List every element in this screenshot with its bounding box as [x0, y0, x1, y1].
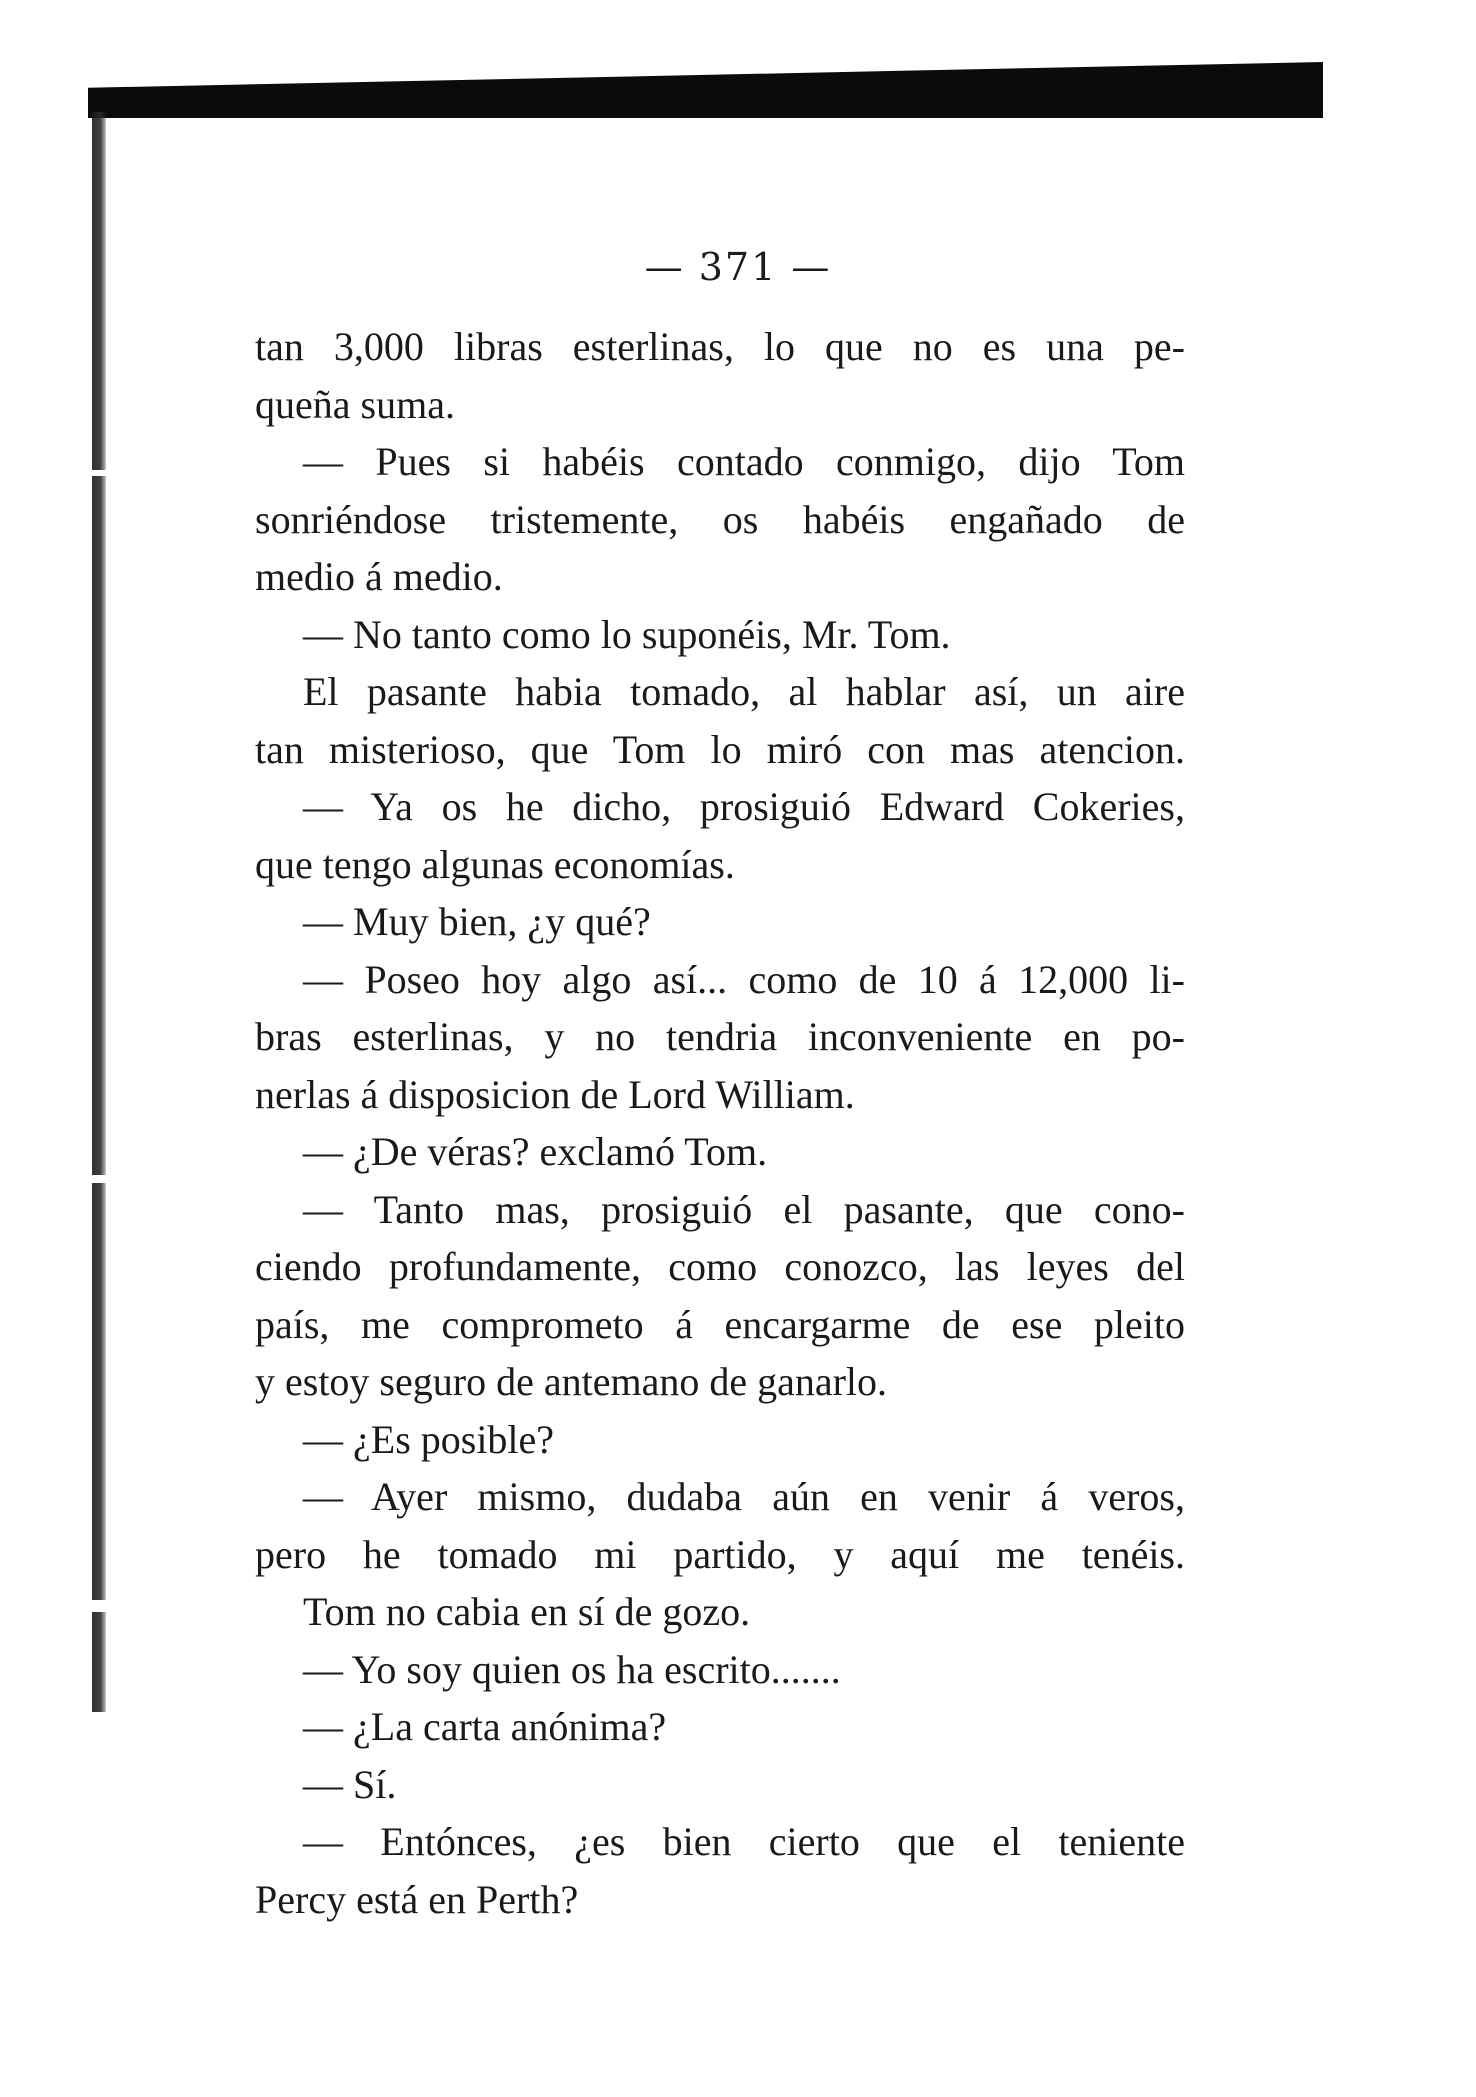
text-line: — ¿Es posible?	[303, 1416, 555, 1462]
text-line: que tengo algunas economías.	[255, 841, 735, 887]
text-line: — Entónces, ¿es bien cierto que el teniente	[303, 1819, 1185, 1864]
text-line: — ¿De véras? exclamó Tom.	[303, 1129, 768, 1174]
text-line: y estoy seguro de antemano de ganarlo.	[255, 1359, 888, 1404]
body-text	[255, 318, 1185, 1928]
text-line: — No tanto como lo suponéis, Mr. Tom.	[303, 611, 951, 657]
text-line: Tom no cabia en sí de gozo.	[303, 1589, 751, 1634]
text-line: tan 3,000 libras esterlinas, lo que no es una pe-	[255, 324, 1185, 369]
binding-edge	[92, 112, 106, 1712]
binding-edge-gap	[90, 1175, 110, 1183]
text-line: ciendo profundamente, como conozco, las leyes del	[255, 1244, 1185, 1289]
text-line: país, me comprometo á encargarme de ese pleito	[255, 1301, 1185, 1347]
text-line: tan misterioso, que Tom lo miró con mas atencion.	[255, 726, 1185, 772]
text-line: medio á medio.	[255, 554, 503, 599]
binding-edge-gap	[90, 470, 110, 476]
text-line: — Yo soy quien os ha escrito.......	[303, 1646, 841, 1692]
text-line: pero he tomado mi partido, y aquí me tenéis.	[255, 1531, 1185, 1577]
text-line: — Sí.	[303, 1761, 397, 1807]
text-line: queña suma.	[255, 381, 455, 427]
text-line: — Tanto mas, prosiguió el pasante, que cono-	[303, 1186, 1185, 1232]
text-line: — Ya os he dicho, prosiguió Edward Cokeries,	[303, 784, 1185, 829]
text-line: — ¿La carta anónima?	[303, 1704, 667, 1749]
top-border-rule	[88, 62, 1323, 118]
text-line: — Muy bien, ¿y qué?	[303, 899, 651, 944]
binding-edge-gap	[90, 1600, 110, 1612]
text-line: — Pues si habéis contado conmigo, dijo Tom	[303, 439, 1185, 484]
text-line: sonriéndose tristemente, os habéis engañado de	[255, 496, 1185, 542]
page-number: — 371 —	[644, 245, 832, 289]
text-line: Percy está en Perth?	[255, 1876, 579, 1922]
text-line: — Poseo hoy algo así... como de 10 á 12,000 li-	[303, 956, 1185, 1002]
text-line: — Ayer mismo, dudaba aún en venir á veros,	[303, 1474, 1185, 1519]
text-line: nerlas á disposicion de Lord William.	[255, 1071, 855, 1117]
text-line: El pasante habia tomado, al hablar así, un aire	[303, 669, 1185, 714]
text-line: bras esterlinas, y no tendria inconveniente en po-	[255, 1014, 1185, 1059]
